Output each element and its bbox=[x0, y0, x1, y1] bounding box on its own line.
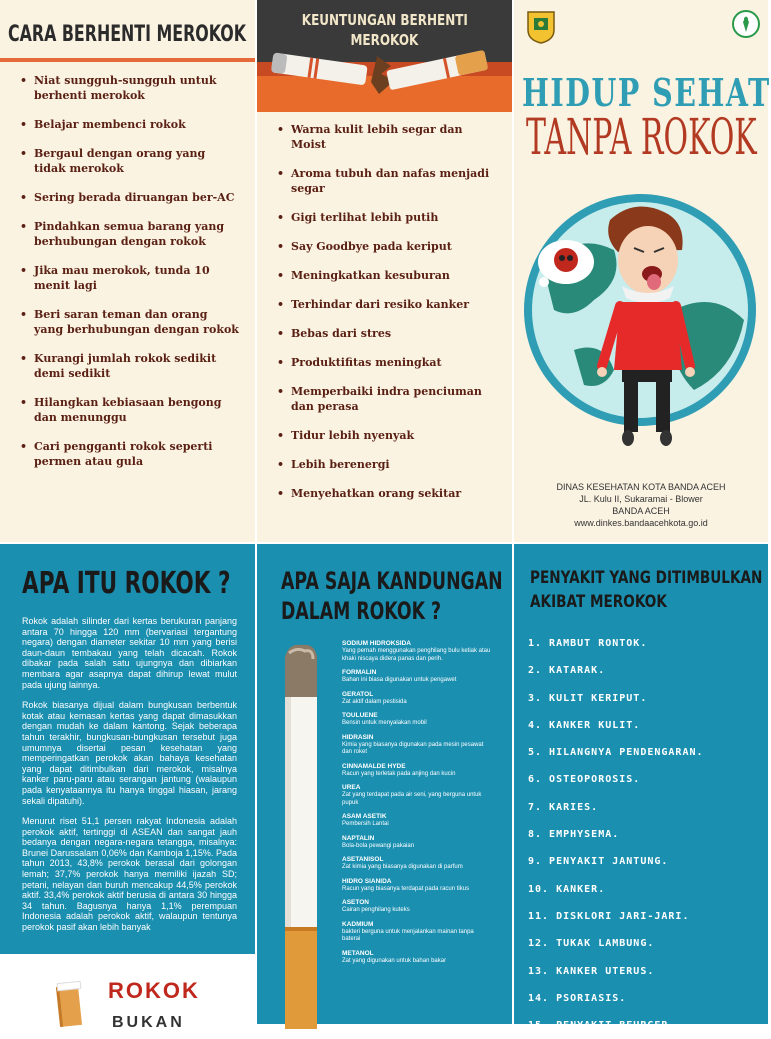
ingredient-desc: Yang pernah menggunakan penghilang bulu ketiak atau khaki niscaya didera panas dan perih. bbox=[342, 648, 491, 662]
list-item: • Kurangi jumlah rokok sedikit demi sedikit bbox=[20, 351, 240, 381]
ingredient-desc: Zat aktif dalam pestisida bbox=[342, 698, 407, 705]
list-item: • Pindahkan semua barang yang berhubungan dengan rokok bbox=[20, 219, 240, 249]
ingredient-item bbox=[342, 669, 492, 685]
panel-title-line2: MEROKOK bbox=[350, 31, 419, 49]
ingredient-desc: Kimia yang biasanya digunakan pada mesin pesawat dan roket bbox=[342, 741, 484, 755]
ingredient-desc: Zat yang digunakan untuk bahan bakar bbox=[342, 957, 447, 964]
tips-list bbox=[20, 73, 240, 483]
ingredient-desc: Zat yang terdapat pada air seni, yang berguna untuk pupuk bbox=[342, 792, 482, 806]
list-item: • Sering berada diruangan ber-AC bbox=[20, 190, 240, 205]
list-item: • Bergaul dengan orang yang tidak merokok bbox=[20, 146, 240, 176]
ingredient-item bbox=[342, 950, 492, 966]
contact-block bbox=[514, 481, 768, 529]
panel-title: CARA BERHENTI MEROKOK bbox=[8, 22, 247, 47]
divider bbox=[0, 58, 255, 62]
list-item: 4. KANKER KULIT. bbox=[528, 719, 641, 731]
list-item: • Memperbaiki indra penciuman dan perasa bbox=[277, 384, 497, 414]
ingredients-list bbox=[342, 640, 492, 971]
ingredient-item bbox=[342, 734, 492, 757]
ingredient-name: HIDRO SIANIDA bbox=[342, 877, 392, 885]
ingredient-name: FORMALIN bbox=[342, 669, 377, 676]
list-item: • Produktifitas meningkat bbox=[277, 355, 497, 370]
contact-website: www.dinkes.bandaacehkota.go.id bbox=[574, 518, 708, 528]
panel-title: APA ITU ROKOK ? bbox=[22, 566, 231, 601]
ingredient-name: UREA bbox=[342, 784, 361, 791]
health-ministry-logo-icon bbox=[732, 10, 760, 38]
panel-title-line1: KEUNTUNGAN BERHENTI bbox=[301, 11, 468, 29]
ingredient-desc: Bensin untuk menyalakan mobil bbox=[342, 720, 427, 726]
ingredient-item bbox=[342, 899, 492, 915]
ingredient-item bbox=[342, 921, 492, 944]
panel-apa-itu-rokok bbox=[0, 544, 255, 1031]
panel-title bbox=[530, 566, 762, 614]
benefits-list bbox=[277, 122, 497, 515]
ingredient-name: ASETON bbox=[342, 899, 369, 906]
list-item: • Say Goodbye pada keriput bbox=[277, 239, 497, 254]
list-item: 13. KANKER UTERUS. bbox=[528, 965, 655, 977]
ingredient-name: GERATOL bbox=[342, 690, 374, 698]
paragraph: Rokok biasanya dijual dalam bungkusan berbentuk kotak atau kemasan kertas yang dapat dimasukkan dengan mudah ke dalam kantong. Sejak beberapa tahun terakhir, bungkusan-bungkusan tersebut juga umumnya disertai pesan kesehatan yang memperingatkan perokok akan bahaya kesehatan yang dapat ditimbulkan dari merokok, misalnya kanker paru-paru atau serangan jantung (walaupun pada kenyataannya itu hanya tinggal hiasan, jarang sekali dipatuhi). bbox=[22, 700, 237, 806]
sick-smoker-illustration bbox=[514, 190, 768, 460]
city-emblem-icon bbox=[526, 10, 556, 44]
diseases-list bbox=[528, 630, 704, 1039]
contact-line: BANDA ACEH bbox=[612, 506, 670, 516]
cover-title-line1: HIDUP SEHAT bbox=[522, 70, 771, 115]
cigarette-stub-icon bbox=[56, 985, 82, 1027]
ingredient-desc: Cairan penghilang kuteks bbox=[342, 907, 410, 913]
ingredient-desc: Zat kimia yang biasanya digunakan di parfum bbox=[342, 864, 463, 870]
list-item: • Terhindar dari resiko kanker bbox=[277, 297, 497, 312]
list-item: 11. DISKLORI JARI-JARI. bbox=[528, 910, 690, 922]
ingredient-item bbox=[342, 712, 492, 728]
ingredient-item bbox=[342, 856, 492, 872]
cover-title-line2: TANPA ROKOK bbox=[526, 108, 757, 166]
ingredient-name: NAPTALIN bbox=[342, 834, 375, 842]
cigarette-icon bbox=[279, 639, 323, 1029]
list-item: 5. HILANGNYA PENDENGARAN. bbox=[528, 747, 704, 759]
list-item: • Aroma tubuh dan nafas menjadi segar bbox=[277, 166, 497, 196]
list-item: • Tidur lebih nyenyak bbox=[277, 428, 497, 443]
ingredient-desc: Bahan ini biasa digunakan untuk pengawet bbox=[342, 677, 457, 683]
list-item: 8. EMPHYSEMA. bbox=[528, 829, 620, 841]
paragraph: Rokok adalah silinder dari kertas berukuran panjang antara 70 hingga 120 mm (bervariasi tergantung negara) dengan diameter sekitar 10 mm yang berisi daun-daun tembakau yang telah dicacah. Rokok dibakar pada salah satu ujungnya dan dibiarkan membara agar asapnya dapat dihirup lewat mulut pada ujung lainnya. bbox=[22, 616, 237, 690]
ingredient-item bbox=[342, 813, 492, 829]
list-item: • Warna kulit lebih segar dan Moist bbox=[277, 122, 497, 152]
list-item: 1. RAMBUT RONTOK. bbox=[528, 638, 648, 649]
list-item: 3. KULIT KERIPUT. bbox=[528, 692, 648, 704]
ingredient-desc: bakteri berguna untuk menjalankan mainan tanpa baterai bbox=[342, 928, 474, 942]
ingredient-name: TOULUENE bbox=[342, 712, 378, 719]
list-item: 2. KATARAK. bbox=[528, 665, 606, 677]
panel-cover bbox=[514, 0, 771, 542]
ingredient-item bbox=[342, 784, 492, 807]
poster-word: ROKOK bbox=[108, 978, 200, 1003]
panel-kandungan bbox=[257, 544, 512, 1024]
list-item: • Belajar membenci rokok bbox=[20, 117, 240, 132]
list-item: • Menyehatkan orang sekitar bbox=[277, 486, 497, 501]
ingredient-desc: Racun yang terletak pada anjing dan kucin bbox=[342, 770, 456, 777]
poster-strip bbox=[0, 954, 255, 1031]
ingredient-name: KADMIUM bbox=[342, 920, 374, 928]
list-item: 9. PENYAKIT JANTUNG. bbox=[528, 856, 669, 868]
contact-line: DINAS KESEHATAN KOTA BANDA ACEH bbox=[556, 482, 726, 492]
ingredient-item bbox=[342, 763, 492, 779]
panel-penyakit bbox=[514, 544, 768, 1032]
panel-title-line2: DALAM ROKOK ? bbox=[281, 597, 442, 625]
panel-title-line1: APA SAJA KANDUNGAN bbox=[281, 567, 503, 595]
ingredient-desc: Bola-bola pewangi pakaian bbox=[342, 842, 415, 849]
panel-keuntungan bbox=[257, 0, 512, 542]
ingredient-item bbox=[342, 640, 492, 663]
paragraphs bbox=[22, 616, 237, 943]
ingredient-item bbox=[342, 835, 492, 851]
ingredient-desc: Pembersih Lantai bbox=[342, 821, 389, 827]
panel-title-line1: PENYAKIT YANG DITIMBULKAN bbox=[530, 568, 763, 588]
ingredient-item bbox=[342, 878, 492, 894]
list-item: • Lebih berenergi bbox=[277, 457, 497, 472]
ingredient-name: HIDRASIN bbox=[342, 733, 374, 741]
poster-word: BUKAN bbox=[112, 1014, 185, 1031]
list-item: • Meningkatkan kesuburan bbox=[277, 268, 497, 283]
panel-title-line2: AKIBAT MEROKOK bbox=[530, 592, 667, 612]
panel-cara-berhenti bbox=[0, 0, 255, 542]
list-item: 14. PSORIASIS. bbox=[528, 992, 627, 1004]
ingredient-desc: Racun yang biasanya terdapat pada racun tikus bbox=[342, 885, 470, 892]
ingredient-name: METANOL bbox=[342, 949, 374, 957]
paragraph: Menurut riset 51,1 persen rakyat Indonesia adalah perokok aktif, tertinggi di ASEAN dan sangat jauh bedanya dengan negara-negara tetangga, misalnya: Brunei Darussalam 0,06% dan Kamboja 1,15%. Pada tahun 2013, 43,8% perokok berasal dari golongan lemah; 37,7% perokok hanya memiliki ijazah SD; petani, nelayan dan buruh mencakup 44,5% perokok aktif. 33,4% perokok aktif berusia di antara 30 hingga 34 tahun. Bagusnya hanya 1,1% perempuan Indonesia adalah perokok aktif, walaupun tentunya perokok pasif akan lebih banyak bbox=[22, 816, 237, 933]
ingredient-name: ASAM ASETIK bbox=[342, 813, 387, 820]
ingredient-name: ASETANISOL bbox=[342, 856, 384, 863]
ingredient-name: CINNAMALDE HYDE bbox=[342, 762, 406, 770]
list-item: 15. PENYAKIT BEURGER. bbox=[528, 1020, 676, 1032]
contact-line: JL. Kulu II, Sukaramai - Blower bbox=[579, 494, 703, 504]
list-item: • Niat sungguh-sungguh untuk berhenti merokok bbox=[20, 73, 240, 103]
list-item: 10. KANKER. bbox=[528, 883, 606, 895]
panel-title bbox=[281, 566, 503, 626]
list-item: • Hilangkan kebiasaan bengong dan menunggu bbox=[20, 395, 240, 425]
list-item: 7. KARIES. bbox=[528, 801, 599, 813]
ingredient-item bbox=[342, 691, 492, 707]
list-item: • Gigi terlihat lebih putih bbox=[277, 210, 497, 225]
list-item: • Beri saran teman dan orang yang berhubungan dengan rokok bbox=[20, 307, 240, 337]
list-item: 12. TUKAK LAMBUNG. bbox=[528, 938, 655, 950]
list-item: • Cari pengganti rokok seperti permen atau gula bbox=[20, 439, 240, 469]
list-item: 6. OSTEOPOROSIS. bbox=[528, 774, 641, 786]
ingredient-name: SODIUM HIDROKSIDA bbox=[342, 640, 411, 647]
list-item: • Bebas dari stres bbox=[277, 326, 497, 341]
broken-cigarette-icon bbox=[267, 38, 502, 110]
list-item: • Jika mau merokok, tunda 10 menit lagi bbox=[20, 263, 240, 293]
